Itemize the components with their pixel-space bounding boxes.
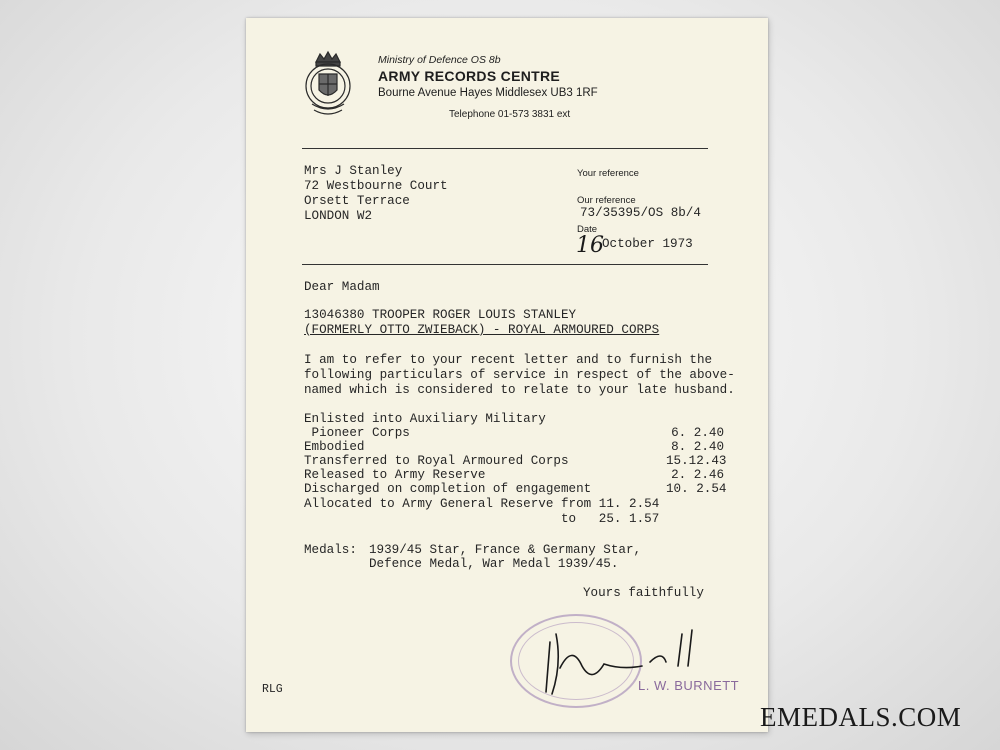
recipient-line: Mrs J Stanley: [304, 164, 403, 178]
allocated-to-date: to 25. 1.57: [561, 512, 660, 526]
header-rule: [302, 148, 708, 149]
subject-line-underlined: (FORMERLY OTTO ZWIEBACK) - ROYAL ARMOURED CORPS: [304, 323, 660, 337]
watermark-text: EMEDALS.COM: [760, 702, 962, 732]
paragraph-line: following particulars of service in respect of the above-: [304, 368, 735, 382]
service-date: 15.12.43: [666, 454, 727, 468]
paragraph-line: named which is considered to relate to your late husband.: [304, 383, 735, 397]
medals-label: Medals:: [304, 543, 357, 557]
reference-rule: [302, 264, 708, 265]
service-event: Discharged on completion of engagement: [304, 482, 592, 496]
recipient-line: 72 Westbourne Court: [304, 179, 448, 193]
service-event: Transferred to Royal Armoured Corps: [304, 454, 569, 468]
date-month-year: October 1973: [602, 237, 693, 251]
our-reference-label: Our reference: [577, 195, 636, 206]
letter-page: [246, 18, 768, 732]
valediction: Yours faithfully: [583, 586, 704, 600]
service-date: 10. 2.54: [666, 482, 727, 496]
recipient-line: Orsett Terrace: [304, 194, 410, 208]
medals-line: Defence Medal, War Medal 1939/45.: [369, 557, 619, 571]
organization-address: Bourne Avenue Hayes Middlesex UB3 1RF: [378, 87, 598, 99]
service-event: Allocated to Army General Reserve: [304, 497, 554, 511]
service-date: 8. 2.40: [671, 440, 724, 454]
telephone: Telephone 01-573 3831 ext: [449, 109, 571, 120]
royal-crest-icon: [302, 48, 354, 122]
allocated-from-date: from 11. 2.54: [561, 497, 660, 511]
typist-initials: RLG: [262, 683, 283, 696]
subject-line: 13046380 TROOPER ROGER LOUIS STANLEY: [304, 308, 577, 322]
salutation: Dear Madam: [304, 280, 380, 294]
recipient-line: LONDON W2: [304, 209, 373, 223]
date-label: Date: [577, 224, 598, 235]
organization-name: ARMY RECORDS CENTRE: [378, 68, 561, 84]
service-date: 2. 2.46: [671, 468, 724, 482]
date-day-handwritten: 16: [576, 233, 604, 258]
service-event: Pioneer Corps: [304, 426, 410, 440]
stamped-signatory-name: L. W. BURNETT: [638, 678, 740, 693]
medals-line: 1939/45 Star, France & Germany Star,: [369, 543, 642, 557]
service-date: 6. 2.40: [671, 426, 724, 440]
department-name: Ministry of Defence OS 8b: [378, 54, 501, 66]
your-reference-label: Your reference: [577, 168, 639, 179]
service-event: Released to Army Reserve: [304, 468, 486, 482]
service-event: Embodied: [304, 440, 365, 454]
paragraph-line: I am to refer to your recent letter and to furnish the: [304, 353, 713, 367]
service-event: Enlisted into Auxiliary Military: [304, 412, 546, 426]
our-reference: 73/35395/OS 8b/4: [580, 206, 701, 220]
